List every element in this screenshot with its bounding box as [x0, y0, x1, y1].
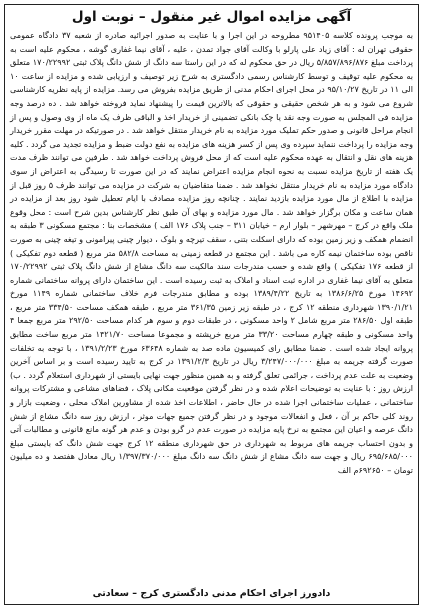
- auction-notice: [4, 4, 419, 605]
- notice-body: به موجب پرونده کلاسه ۹۵۱۴۰۵ مطروحه در این اجرا و با عنایت به صدور اجرائیه صادره از شعبه ۳۷ دادگاه عمومی حقوقی تهران له : آقای زیاد علی پارلو با وکالت آقای جواد تمدن ، علیه ، آقای نیما غفاری گوشه ، محکوم علیه است به پرداخت مبلغ ۵/۸۵۷/۸۹۶/۸۷۶ ریال در حق محکوم له که در این راستا سه دانگ از شش دانگ پلاک ثبتی ۱۷۰/۲۲۹۹۲ متعلق به محکوم علیه توقیف و توسط کارشناس رسمی دادگستری به شرح زیر توصیف و ارزیابی شده و مزایده از ساعت ۱۰ الی ۱۱ در تاریخ ۹۵/۱۰/۲۷ در محل اجرای احکام مدنی از طریق مزایده بفروش می رسد. مزایده از پایه نظریه کارشناسی شروع می شود و به هر شخص حقیقی و حقوقی که بالاترین قیمت را پیشنهاد نماید فروخته خواهد شد . ده درصد وجه مزایده فی المجلس به صورت وجه نقد یا چک بانکی تضمینی از خریدار اخذ و الباقی ظرف یک ماه از وی وصول و پس از انجام مراحل قانونی و صدور حکم تملیک مورد مزایده به نام خریدار منتقل خواهد شد . در صورتیکه در مهلت مقرر خریدار وجه مزایده را پرداخت ننماید سپرده وی پس از کسر هزینه های مزایده به نفع دولت ضبط و مزایده تجدید می گردد . کلیه هزینه های نقل و انتقال به عهده محکوم علیه است که از محل فروش پرداخت خواهد شد . طرفین می توانند ظرف مدت یک هفته از تاریخ مزایده نسبت به نحوه انجام مزایده اعتراض نمایند که در این صورت تا رسیدگی به اعتراض از سوی دادگاه مورد مزایده به نام خریدار منتقل نخواهد شد . ضمنا متقاضیان به شرکت در مزایده می توانند ظرف ۵ روز قبل از مزایده با اطلاع از مال مورد مزایده بازدید نمایند . چنانچه روز مزایده مصادف با ایام تعطیل شود روز بعد از مزایده در همان ساعت و مکان برگزار خواهد شد . مال مورد مزایده و بهای آن طبق نظر کارشناس بدین شرح است : محل وقوع ملک واقع در کرج – مهرشهر – بلوار ارم – خیابان ۳۱۱ – جنب پلاک ۱۷۶ الف ) مشخصات بنا : مجتمع مسکونی ۳ طبقه به انضمام همکف و زیر زمین بوده که دارای اسکلت بتنی ، سقف تیرچه و بلوک ، دیوار چینی پیرامونی و تیغه چینی به صورت ناقص بوده ساختمان نیمه کاره می باشد . این مجتمع در قطعه زمینی به مساحت ۵۸۲/۸ متر مربع ( قطعه دوم تفکیکی ) از قطعه ۱۷۶ تفکیکی ) واقع شده و حسب مندرجات سند مالکیت سه دانگ مشاع از شش دانگ پلاک ثبتی ۱۷۰/۲۲۹۹۲ متعلق به آقای نیما غفاری در اداره ثبت اسناد و املاک به ثبت رسیده است . این ساختمان دارای پروانه ساختمانی شماره ۱۴۶۹۲ مورخ ۱۳۸۶/۶/۲۵ به تاریخ ۱۳۸۹/۴/۲۲ بوده و مطابق مندرجات فرم خلاف ساختمانی شماره ۱۱۴۹ مورخ ۱۳۹۰/۱/۲۱ شهرداری منطقه ۱۲ کرج ، در طبقه زیر زمین ۳۶۱/۳۵ متر مربع ، طبقه همکف مساحت ۳۳۴/۵۰ متر مربع ، طبقه اول ۲۸۶/۵۰ متر مربع شامل ۲ واحد مسکونی ، در طبقات دوم و سوم هر کدام مساحت ۲۹۲/۵۰ متر مربع جمعا ۴ واحد مسکونی و طبقه چهارم مساحت ۳۳/۲۰ متر مربع خرپشته و مجموعا مساحت ۱۴۲۱/۷۰ متر مربع ساخت مطابق پروانه ایجاد شده است . ضمنا مطابق رای کمیسیون ماده صد به شماره ۶۳۶۴۸ مورخ ۱۳۹۱/۲/۲۳ ، با توجه به تخلفات صورت گرفته جریمه به مبلغ ۳/۲۴۷/۰۰۰/۰۰۰ ریال در تاریخ ۱۳۹۱/۲/۳ در کرج به تایید رسیده است و بر اساس آخرین وضعیت به علت عدم پرداخت ، جرائمی تعلق گرفته و به همین منظور جهت نهایی بایستی از شهرداری استعلام گردد . ب) ارزش روز : با عنایت به توضیحات اعلام شده و در نظر گرفتن موقعیت مکانی پلاک ، فضاهای مشاعی و مشترکات پروانه ساختمانی ، عملیات ساختمانی اجرا شده در حال حاضر ، اطلاعات اخذ شده از مشاورین املاک محلی ، وضعیت بازار و روند کلی حاکم بر آن ، فعل و انفعالات موجود و در نظر گرفتن جمیع جهات موثر ، ارزش روز سه دانگ مشاع از شش دانگ عرصه و اعیان این مجتمع به نرخ پایه مزایده در صورت عدم در گرو بودن و عدم هر گونه مانع قانونی و مطالبات آتی و بدون احتساب جریمه های مربوط به شهرداری در حق شهرداری منطقه ۱۲ کرج جهت شش دانگ که بایستی مبلغ ۶۹۵/۶۸۵/۰۰۰ ریال و جهت سه دانگ مشاع از شش دانگ سه دانگ مبلغ ۱/۳۹۷/۳۷۰/۰۰۰ ریال معادل هفتصد و ده میلیون تومان – ۶۹۲۶۵۰م الف: [10, 30, 414, 475]
- notice-signature: دادورز اجرای احکام مدنی دادگستری کرج – سعادتی: [92, 588, 331, 599]
- notice-title: آگهی مزایده اموال غیر منقول – نوبت اول: [71, 9, 352, 25]
